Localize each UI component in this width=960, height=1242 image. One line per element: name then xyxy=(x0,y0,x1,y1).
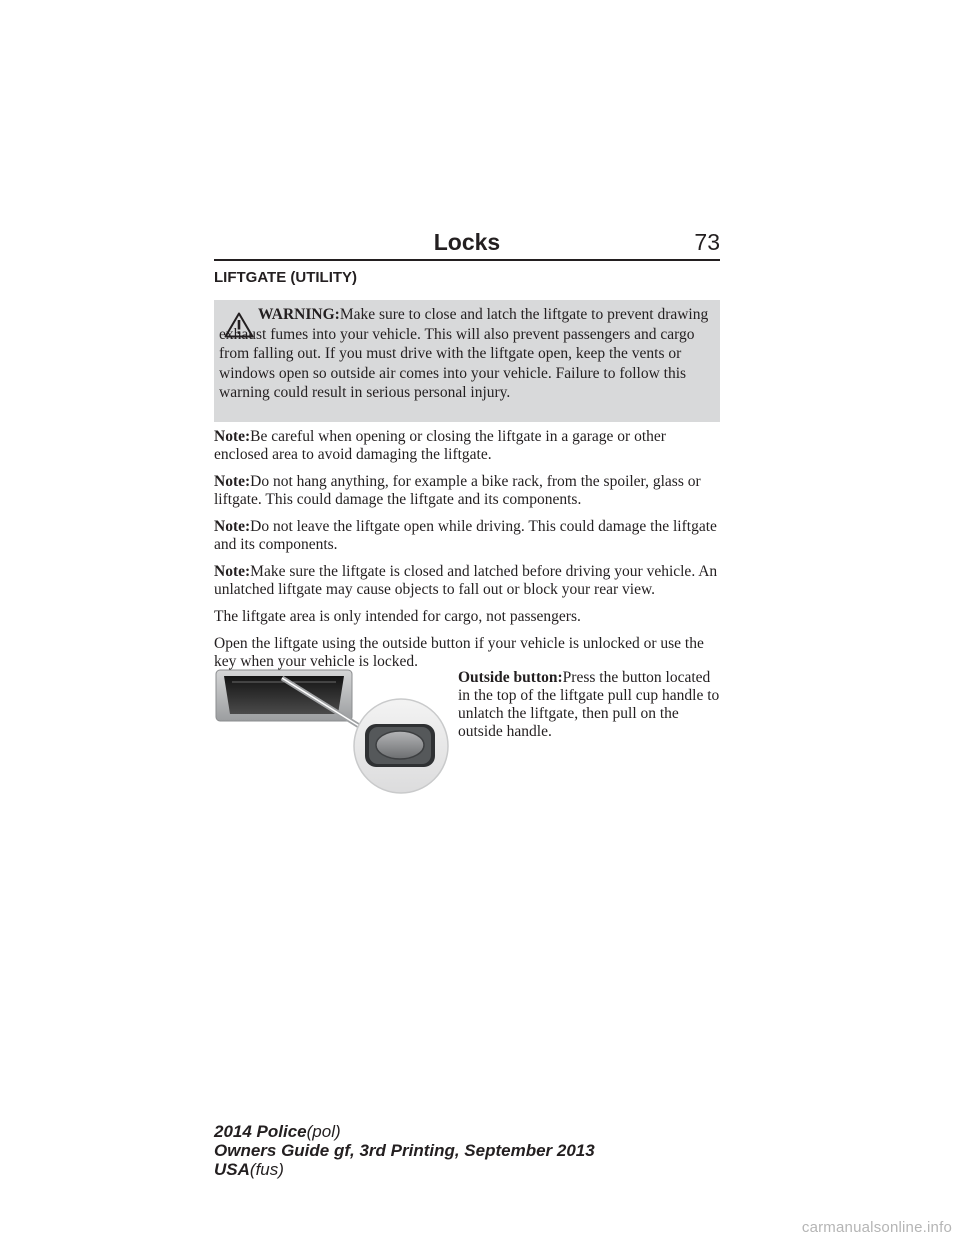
note-label: Note: xyxy=(214,473,251,490)
note-label: Note: xyxy=(214,518,251,535)
footer-line-1 xyxy=(214,1122,595,1141)
note-label: Note: xyxy=(214,428,251,445)
warning-label: WARNING: xyxy=(258,306,340,323)
note-text: Do not leave the liftgate open while driving. This could damage the liftgate and its components. xyxy=(214,518,717,553)
body-paragraph: Open the liftgate using the outside button if your vehicle is unlocked or use the key when your vehicle is locked. xyxy=(214,635,704,670)
outside-button-body: Press the button located in the top of the liftgate pull cup handle to unlatch the liftgate, then pull on the outside handle. xyxy=(458,669,720,740)
note-paragraph xyxy=(214,428,720,464)
note-paragraph xyxy=(214,473,720,509)
footer-line-2: Owners Guide gf, 3rd Printing, September 2013 xyxy=(214,1141,595,1160)
note-text: Make sure the liftgate is closed and latched before driving your vehicle. An unlatched liftgate may cause objects to fall out or block your rear view. xyxy=(214,563,718,598)
footer-model-code: (pol) xyxy=(306,1122,341,1141)
watermark: carmanualsonline.info xyxy=(801,1219,952,1236)
section-heading: LIFTGATE (UTILITY) xyxy=(214,269,358,286)
outside-button-text xyxy=(458,669,720,741)
body-paragraph: The liftgate area is only intended for cargo, not passengers. xyxy=(214,608,581,625)
page-number: 73 xyxy=(694,229,720,255)
note-paragraph xyxy=(214,518,720,554)
note-label: Note: xyxy=(214,563,251,580)
section-title: Locks xyxy=(433,229,501,255)
warning-box xyxy=(214,300,720,422)
footer-model: 2014 Police xyxy=(214,1122,307,1141)
warning-body: Make sure to close and latch the liftgate to prevent drawing exhaust fumes into your vehicle. This will also prevent passengers and cargo from falling out. If you must drive with the liftgate open, keep the vents or windows open so outside air comes into your vehicle. Failure to follow this warning could result in serious personal injury. xyxy=(219,306,709,401)
page-header xyxy=(214,228,720,258)
body-text xyxy=(214,428,720,680)
warning-text xyxy=(219,305,716,403)
outside-button-label: Outside button: xyxy=(458,669,563,686)
liftgate-button-illustration xyxy=(214,669,452,797)
header-divider xyxy=(214,259,720,261)
footer-market-code: (fus) xyxy=(249,1160,284,1179)
footer-market: USA xyxy=(214,1160,250,1179)
note-text: Do not hang anything, for example a bike rack, from the spoiler, glass or liftgate. This could damage the liftgate and its components. xyxy=(214,473,701,508)
note-text: Be careful when opening or closing the liftgate in a garage or other enclosed area to avoid damaging the liftgate. xyxy=(214,428,666,463)
footer-line-3 xyxy=(214,1160,595,1179)
page-footer xyxy=(214,1122,595,1179)
note-paragraph xyxy=(214,563,720,599)
